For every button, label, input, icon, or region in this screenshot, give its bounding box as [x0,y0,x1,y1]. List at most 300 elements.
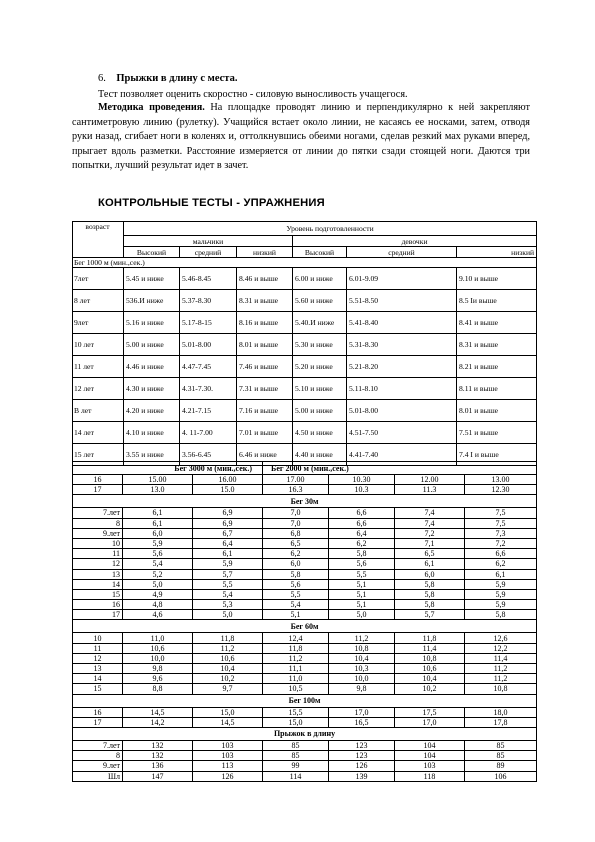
value-cell: 11,2 [465,664,537,674]
value-cell: 10,3 [329,664,395,674]
value-cell: 8.31 и выше [457,334,537,356]
table-row [73,475,537,485]
norms-table [72,461,537,782]
run-2000-label: Бег 2000 м (мин.,сек.) [263,462,537,475]
value-cell: 16.3 [263,485,329,495]
table-row [73,334,537,356]
value-cell: 5,8 [329,549,395,559]
table-row [73,518,537,528]
section-heading [98,73,237,84]
value-cell: 5.37-8.30 [180,290,237,312]
value-cell: 6,8 [263,528,329,538]
value-cell: 147 [123,771,193,781]
value-cell: 4. 11-7.00 [180,422,237,444]
value-cell: 89 [465,761,537,771]
value-cell: 15.00 [123,475,193,485]
value-cell: 11,1 [263,664,329,674]
value-cell: 10,8 [329,643,395,653]
value-cell: 10,6 [123,643,193,653]
value-cell: 114 [263,771,329,781]
age-cell: 9лет [73,312,124,334]
level-header-cell: Высокий [293,247,347,258]
value-cell: 3.55 и ниже [124,444,180,466]
girls-header: девочки [293,236,537,247]
table-row [73,717,537,727]
age-cell: 7.лет [73,740,123,750]
value-cell: 15,0 [193,707,263,717]
value-cell: 12.00 [395,475,465,485]
value-cell: 11,0 [123,633,193,643]
table-row [73,761,537,771]
value-cell: 6,1 [123,518,193,528]
value-cell: 10,5 [263,684,329,694]
age-cell: 13 [73,569,123,579]
value-cell: 15.0 [193,485,263,495]
jump-label-row [73,727,537,740]
value-cell: 5.00 и ниже [293,400,347,422]
section-title: Прыжки в длину с места. [116,73,238,84]
value-cell: 5,8 [395,600,465,610]
value-cell: 6,7 [193,528,263,538]
value-cell: 126 [329,761,395,771]
value-cell: 14,5 [193,717,263,727]
value-cell: 4.41-7.40 [347,444,457,466]
value-cell: 5,2 [123,569,193,579]
value-cell: 5.60 и ниже [293,290,347,312]
value-cell: 11,4 [465,653,537,663]
value-cell: 5.30 и ниже [293,334,347,356]
value-cell: 4,6 [123,610,193,620]
age-cell: 12 лет [73,378,124,400]
value-cell: 14,2 [123,717,193,727]
value-cell: 8.5 Iи выше [457,290,537,312]
value-cell: 6,9 [193,518,263,528]
value-cell: 5.51-8.50 [347,290,457,312]
value-cell: 10,2 [395,684,465,694]
value-cell: 11,4 [395,643,465,653]
table-row [73,674,537,684]
age-cell: 12 [73,559,123,569]
value-cell: 5,0 [123,579,193,589]
value-cell: 5,8 [263,569,329,579]
value-cell: 139 [329,771,395,781]
value-cell: 10,2 [193,674,263,684]
value-cell: 5,9 [123,538,193,548]
value-cell: 136 [123,761,193,771]
method-text: На площадке проводят линию и перпендикулярно к ней закрепляют сантиметровую линию (рулетку). Учащийся встает около линии, не касаясь ее носками, затем, отводя руки назад, сгибает ноги в коленях и, оттолкнувшись обеими ногами, сделав резкий мах руками вперед, прыгает вдоль разметки. Расстояние измеряется от линии до пятки сзади стоящей ноги. Даются три попытки, лучший результат идет в зачет. [72,102,530,171]
value-cell: 5,3 [193,600,263,610]
value-cell: 12.30 [465,485,537,495]
value-cell: 10,4 [329,653,395,663]
value-cell: 9,8 [329,684,395,694]
value-cell: 5,1 [329,579,395,589]
value-cell: 5.11-8.10 [347,378,457,400]
age-cell: 7лет [73,268,124,290]
table-row [73,610,537,620]
age-cell: 8 [73,751,123,761]
age-cell: 10 лет [73,334,124,356]
value-cell: 5,0 [329,610,395,620]
value-cell: 6,1 [123,508,193,518]
value-cell: 11,2 [329,633,395,643]
age-cell: 14 лет [73,422,124,444]
value-cell: 5,4 [193,589,263,599]
age-cell: 17 [73,610,123,620]
value-cell: 8.01 и выше [457,400,537,422]
value-cell: 7.01 и выше [237,422,293,444]
table-row [73,312,537,334]
value-cell: 6,6 [329,508,395,518]
value-cell: 5,1 [329,589,395,599]
age-cell: 8 лет [73,290,124,312]
table-row [73,378,537,400]
value-cell: 14,5 [123,707,193,717]
value-cell: 4.21-7.15 [180,400,237,422]
age-cell: 10 [73,538,123,548]
age-cell: 11 [73,549,123,559]
age-cell: 11 лет [73,356,124,378]
section-number: 6. [98,73,106,84]
value-cell: 106 [465,771,537,781]
value-cell: 5,0 [193,610,263,620]
value-cell: 85 [465,751,537,761]
table-row [73,600,537,610]
value-cell: 4.31-7.30. [180,378,237,400]
level-header-cell: низкий [457,247,537,258]
value-cell: 6,5 [395,549,465,559]
value-cell: 9.10 и выше [457,268,537,290]
value-cell: 7.31 и выше [237,378,293,400]
value-cell: 5.20 и ниже [293,356,347,378]
value-cell: 11.3 [395,485,465,495]
table-row [73,538,537,548]
value-cell: 8.11 и выше [457,378,537,400]
boys-header: мальчики [124,236,293,247]
value-cell: 10,8 [465,684,537,694]
value-cell: 7.4 I и выше [457,444,537,466]
value-cell: 5.16 и ниже [124,312,180,334]
long-run-label-row [73,462,537,475]
value-cell: 10.3 [329,485,395,495]
value-cell: 7,3 [465,528,537,538]
value-cell: 6,1 [193,549,263,559]
value-cell: 10,4 [395,674,465,684]
table-row [73,664,537,674]
value-cell: 4.20 и ниже [124,400,180,422]
value-cell: 11,2 [193,643,263,653]
value-cell: 8.46 и выше [237,268,293,290]
value-cell: 85 [263,751,329,761]
value-cell: 4.51-7.50 [347,422,457,444]
value-cell: 12,4 [263,633,329,643]
value-cell: 7,2 [465,538,537,548]
value-cell: 85 [263,740,329,750]
value-cell: 6,4 [329,528,395,538]
value-cell: 8.16 и выше [237,312,293,334]
table-row [73,653,537,663]
run-60-label-row [73,620,537,633]
age-cell: 16 [73,600,123,610]
value-cell: 5,7 [395,610,465,620]
run-30-label-row [73,495,537,508]
value-cell: 5,6 [263,579,329,589]
value-cell: 132 [123,751,193,761]
value-cell: 6,0 [395,569,465,579]
run-3000-label: Бег 3000 м (мин.,сек.) [73,462,263,475]
table-row [73,771,537,781]
value-cell: 4.50 и ниже [293,422,347,444]
age-cell: Шл [73,771,123,781]
value-cell: 5.41-8.40 [347,312,457,334]
value-cell: 4,9 [123,589,193,599]
table-row [73,422,537,444]
value-cell: 11,2 [263,653,329,663]
run-1000-table [72,221,537,466]
value-cell: 6,0 [263,559,329,569]
value-cell: 13.00 [465,475,537,485]
method-paragraph [72,101,530,174]
table-row [73,684,537,694]
value-cell: 6,1 [465,569,537,579]
value-cell: 5.10 и ниже [293,378,347,400]
value-cell: 17,8 [465,717,537,727]
table-row [73,528,537,538]
value-cell: 5.21-8.20 [347,356,457,378]
run-100-label: Бег 100м [73,694,537,707]
value-cell: 15,5 [263,707,329,717]
age-cell: 16 [73,707,123,717]
age-cell: 15 [73,589,123,599]
value-cell: 8.21 и выше [457,356,537,378]
table-row [73,633,537,643]
value-cell: 7.51 и выше [457,422,537,444]
value-cell: 5.01-8.00 [180,334,237,356]
value-cell: 5.17-8-15 [180,312,237,334]
value-cell: 18,0 [465,707,537,717]
value-cell: 7.16 и выше [237,400,293,422]
run-1000-label: Бег 1000 м (мин.,сек.) [73,258,537,268]
value-cell: 5.31-8.30 [347,334,457,356]
level-header: Уровень подготовленности [124,222,537,236]
value-cell: 10,0 [329,674,395,684]
value-cell: 4.46 и ниже [124,356,180,378]
value-cell: 11,8 [193,633,263,643]
age-cell: 7.лет [73,508,123,518]
value-cell: 3.56-6.45 [180,444,237,466]
value-cell: 15,0 [263,717,329,727]
age-cell: 11 [73,643,123,653]
value-cell: 5,5 [263,589,329,599]
value-cell: 6,5 [263,538,329,548]
level-header-cell: средний [347,247,457,258]
value-cell: 6,2 [465,559,537,569]
value-cell: 12,6 [465,633,537,643]
value-cell: 6,6 [329,518,395,528]
value-cell: 5,8 [395,579,465,589]
value-cell: 5,6 [329,559,395,569]
value-cell: 6.46 и ниже [237,444,293,466]
level-header-cell: низкий [237,247,293,258]
value-cell: 5,1 [263,610,329,620]
table-row [73,268,537,290]
value-cell: 4.47-7.45 [180,356,237,378]
value-cell: 10,6 [193,653,263,663]
age-cell: 14 [73,579,123,589]
value-cell: 10,8 [395,653,465,663]
table-row [73,643,537,653]
value-cell: 5,4 [123,559,193,569]
table-row [73,579,537,589]
value-cell: 6,0 [123,528,193,538]
value-cell: 8.41 и выше [457,312,537,334]
value-cell: 9,8 [123,664,193,674]
purpose-paragraph: Тест позволяет оценить скоростно - силовую выносливость учащегося. [98,89,408,100]
value-cell: 103 [193,740,263,750]
value-cell: 126 [193,771,263,781]
value-cell: 16,5 [329,717,395,727]
jump-label: Прыжок в длину [73,727,537,740]
value-cell: 7,5 [465,508,537,518]
table-row [73,508,537,518]
level-header-cell: средний [180,247,237,258]
value-cell: 9,7 [193,684,263,694]
value-cell: 10,4 [193,664,263,674]
value-cell: 99 [263,761,329,771]
value-cell: 6,2 [263,549,329,559]
value-cell: 7,0 [263,508,329,518]
value-cell: 5,5 [329,569,395,579]
value-cell: 6,2 [329,538,395,548]
run-100-label-row [73,694,537,707]
table-row [73,356,537,378]
table-row [73,569,537,579]
value-cell: 7,0 [263,518,329,528]
age-cell: 10 [73,633,123,643]
value-cell: 5,9 [193,559,263,569]
table-row [73,740,537,750]
value-cell: 7,2 [395,528,465,538]
value-cell: 17,0 [395,717,465,727]
value-cell: 123 [329,751,395,761]
age-cell: 9.лет [73,528,123,538]
value-cell: 17,0 [329,707,395,717]
value-cell: 5,8 [395,589,465,599]
value-cell: 10.30 [329,475,395,485]
table-row [73,400,537,422]
value-cell: 8.31 и выше [237,290,293,312]
value-cell: 7,1 [395,538,465,548]
value-cell: 6,9 [193,508,263,518]
value-cell: 5.00 и ниже [124,334,180,356]
value-cell: 5,9 [465,600,537,610]
value-cell: 5,9 [465,579,537,589]
run-60-label: Бег 60м [73,620,537,633]
run-30-label: Бег 30м [73,495,537,508]
table-row [73,751,537,761]
table-row [73,485,537,495]
value-cell: 6,4 [193,538,263,548]
age-cell: 15 [73,684,123,694]
value-cell: 104 [395,740,465,750]
age-cell: 12 [73,653,123,663]
value-cell: 5,8 [465,610,537,620]
age-header: возраст [73,222,124,258]
method-label: Методика проведения. [98,102,205,113]
age-cell: 9.лет [73,761,123,771]
age-cell: 17 [73,717,123,727]
value-cell: 16.00 [193,475,263,485]
value-cell: 5.46-8.45 [180,268,237,290]
value-cell: 5,1 [329,600,395,610]
value-cell: 85 [465,740,537,750]
table-row [73,589,537,599]
value-cell: 10,0 [123,653,193,663]
gender-header-row [73,236,537,247]
value-cell: 4.30 и ниже [124,378,180,400]
value-cell: 9,6 [123,674,193,684]
value-cell: 113 [193,761,263,771]
age-cell: 14 [73,674,123,684]
value-cell: 17,5 [395,707,465,717]
value-cell: 4.40 и ниже [293,444,347,466]
value-cell: 103 [395,761,465,771]
value-cell: 104 [395,751,465,761]
value-cell: 7,4 [395,518,465,528]
value-cell: 5,9 [465,589,537,599]
value-cell: 11,8 [263,643,329,653]
value-cell: 5,7 [193,569,263,579]
value-cell: 4,8 [123,600,193,610]
age-cell: 13 [73,664,123,674]
value-cell: 6,1 [395,559,465,569]
run-1000-label-row [73,258,537,268]
age-cell: 17 [73,485,123,495]
table-row [73,707,537,717]
value-cell: 5,4 [263,600,329,610]
value-cell: 12,2 [465,643,537,653]
level-header-cell: Высокий [124,247,180,258]
value-cell: 11,0 [263,674,329,684]
age-cell: 15 лет [73,444,124,466]
value-cell: 8.01 и выше [237,334,293,356]
value-cell: 5,6 [123,549,193,559]
value-cell: 17.00 [263,475,329,485]
table-row [73,549,537,559]
value-cell: 6.00 и ниже [293,268,347,290]
value-cell: 123 [329,740,395,750]
value-cell: 132 [123,740,193,750]
value-cell: 5.40.И ниже [293,312,347,334]
age-cell: 8 [73,518,123,528]
value-cell: 5,5 [193,579,263,589]
value-cell: 11,8 [395,633,465,643]
levels-header-row [73,247,537,258]
value-cell: 536.И ниже [124,290,180,312]
table-row [73,290,537,312]
table-header-row [73,222,537,236]
value-cell: 4.10 и ниже [124,422,180,444]
value-cell: 118 [395,771,465,781]
value-cell: 6.01-9.09 [347,268,457,290]
value-cell: 13.0 [123,485,193,495]
age-cell: 16 [73,475,123,485]
value-cell: 7,4 [395,508,465,518]
value-cell: 5.01-8.00 [347,400,457,422]
age-cell: В лет [73,400,124,422]
value-cell: 103 [193,751,263,761]
value-cell: 7.46 и выше [237,356,293,378]
value-cell: 11,2 [465,674,537,684]
